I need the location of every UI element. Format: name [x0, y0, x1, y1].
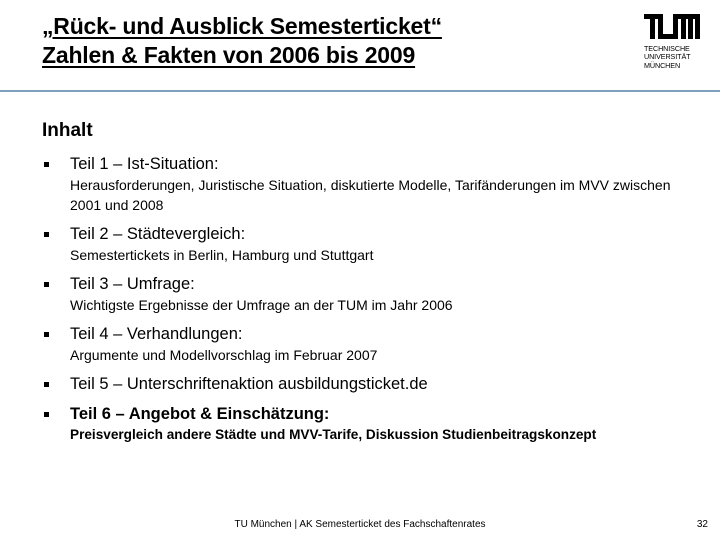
tum-logo-mark-icon [644, 14, 704, 44]
tum-logo-line-3: MÜNCHEN [644, 60, 681, 70]
bullet-icon [44, 282, 49, 287]
toc-item-title: Teil 3 – Umfrage: [70, 275, 195, 293]
toc-item-6 [42, 403, 702, 445]
slide-footer: TU München | AK Semesterticket des Fachschaftenrates [234, 519, 486, 530]
section-heading: Inhalt [42, 120, 93, 141]
bullet-icon [44, 382, 49, 387]
slide-title-line-2: Zahlen & Fakten von 2006 bis 2009 [42, 42, 416, 68]
toc-item-4 [42, 323, 702, 365]
toc-item-title: Teil 1 – Ist-Situation: [70, 155, 219, 173]
slide-title-line-1: „Rück- und Ausblick Semesterticket“ [42, 13, 442, 39]
toc-item-3 [42, 273, 702, 315]
toc-item-title: Teil 4 – Verhandlungen: [70, 325, 243, 343]
toc-item-subtitle: Wichtigste Ergebnisse der Umfrage an der TUM im Jahr 2006 [70, 297, 453, 313]
toc-item-title: Teil 5 – Unterschriftenaktion ausbildungsticket.de [70, 375, 428, 393]
header-divider [0, 90, 720, 92]
toc-item-subtitle: Preisvergleich andere Städte und MVV-Tarife, Diskussion Studienbeitragskonzept [70, 427, 597, 442]
tum-logo-line-1: TECHNISCHE [644, 44, 690, 53]
toc-item-1 [42, 153, 702, 215]
toc-item-subtitle: Herausforderungen, Juristische Situation, diskutierte Modelle, Tarifänderungen im MVV zwischen 2001 und 2008 [70, 177, 671, 213]
bullet-icon [44, 412, 49, 417]
toc-item-title: Teil 6 – Angebot & Einschätzung: [70, 405, 330, 423]
tum-logo-line-2: UNIVERSITÄT [644, 52, 691, 62]
toc-item-5 [42, 373, 702, 395]
toc-item-subtitle: Argumente und Modellvorschlag im Februar 2007 [70, 347, 378, 363]
tum-logo [644, 14, 704, 84]
bullet-icon [44, 162, 49, 167]
bullet-icon [44, 332, 49, 337]
toc-item-title: Teil 2 – Städtevergleich: [70, 225, 246, 243]
page-number: 32 [696, 519, 708, 530]
bullet-icon [44, 232, 49, 237]
slide-title [42, 12, 602, 70]
toc-item-2 [42, 223, 702, 265]
toc-item-subtitle: Semestertickets in Berlin, Hamburg und Stuttgart [70, 247, 374, 263]
tum-logo-text [644, 45, 704, 70]
table-of-contents [42, 153, 702, 453]
